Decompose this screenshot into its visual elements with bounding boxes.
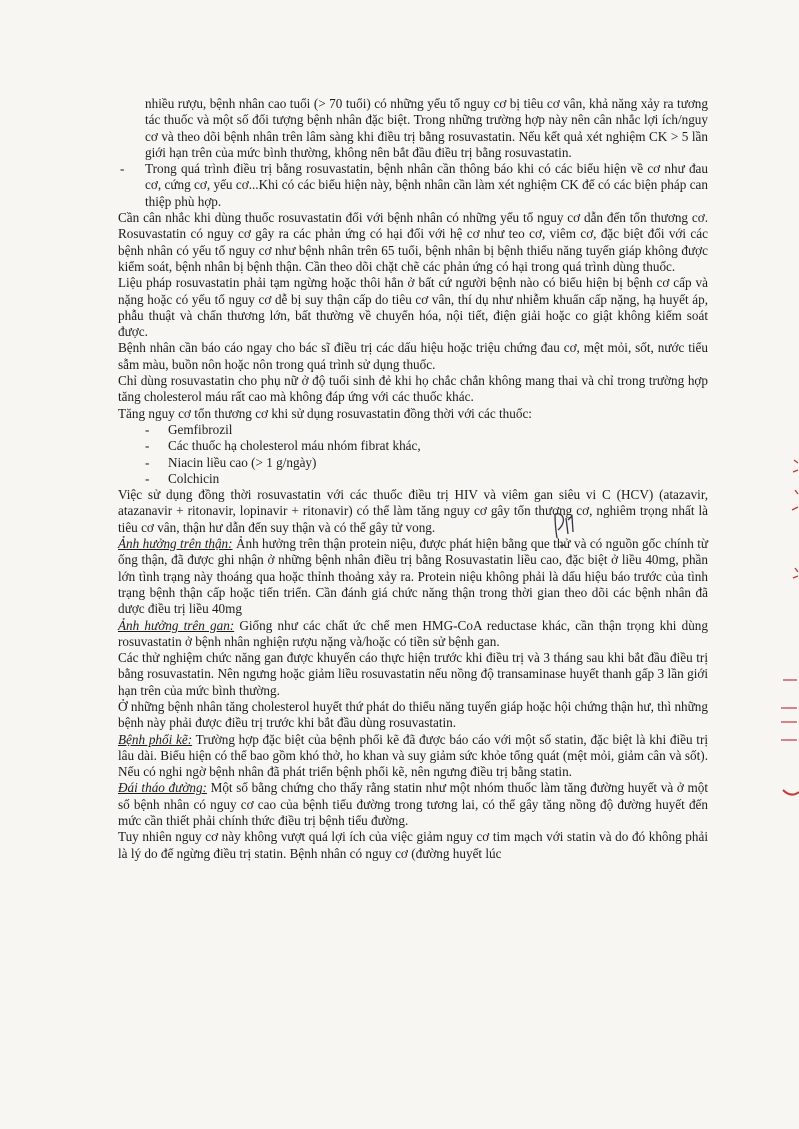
list-item [118,438,708,454]
paragraph [118,210,708,275]
paragraph [118,275,708,340]
paragraph-text: Ảnh hưởng trên thận protein niệu, được phát hiện bằng que thử và có nguồn gốc chính từ ống thận, đã được ghi nhận ở những bệnh nhân điều trị bằng Rosuvastatin liều cao, đặc biệt ở liều 40mg, phần lớn tình trạng này thoáng qua hoặc thỉnh thoảng xảy ra. Protein niệu không phải là dấu hiệu báo trước của tình trạng bệnh thận cấp hoặc tiến triển. Cần đánh giá chức năng thận trong thời gian theo dõi các bệnh nhân đã dược điều trị liều 40mg [118,536,708,617]
list-marker: - [145,470,150,486]
list-item [118,422,708,438]
paragraph-text: Bệnh nhân cần báo cáo ngay cho bác sĩ điều trị các dấu hiệu hoặc triệu chứng đau cơ, mệt mỏi, sốt, nước tiểu sẫm màu, buồn nôn hoặc nôn trong quá trình sử dụng thuốc. [118,340,708,372]
bullet-paragraph [118,161,708,210]
paragraph-text: Tuy nhiên nguy cơ này không vượt quá lợi ích của việc giảm nguy cơ tim mạch với statin và do đó không phải là lý do để ngừng điều trị statin. Bệnh nhân có nguy cơ (đường huyết lúc [118,829,708,861]
paragraph [118,340,708,373]
paragraph-text: Việc sử dụng đồng thời rosuvastatin với các thuốc điều trị HIV và viêm gan siêu vi C (HCV) (atazavir, atazanavir + ritonavir, lopinavir + ritonavir) có thể làm tăng nguy cơ gây tổn thương cơ, nghiêm trọng nhất là tiêu cơ vân, thận hư dẫn đến suy thận và có thể gây tử vong. [118,487,708,535]
section-heading: Bệnh phổi kẽ: [118,731,193,747]
paragraph-text: Trong quá trình điều trị bằng rosuvastatin, bệnh nhân cần thông báo khi có các biểu hiện về cơ như đau cơ, cứng cơ, yếu cơ...Khi có các biểu hiện này, bệnh nhân cần làm xét nghiệm CK để có các biện pháp can thiệp phù hợp. [145,161,708,209]
section-heading: Đái tháo đường: [118,780,207,796]
paragraph [118,618,708,651]
section-heading: Ảnh hưởng trên thận: [118,536,233,552]
list-marker: - [145,421,150,437]
paragraph-text: Tăng nguy cơ tổn thương cơ khi sử dụng rosuvastatin đồng thời với các thuốc: [118,405,532,421]
paragraph [118,650,708,699]
list-marker: - [145,438,150,454]
paragraph [118,487,708,536]
section-heading: Ảnh hưởng trên gan: [118,617,235,633]
paragraph [118,373,708,406]
paragraph [118,780,708,829]
paragraph-text: Các thử nghiệm chức năng gan được khuyến cáo thực hiện trước khi điều trị và 3 tháng sau khi bắt đầu điều trị bằng rosuvastatin. Nên ngưng hoặc giảm liều rosuvastatin nếu nồng độ transaminase huyết thanh gấp 3 lần giới hạn trên của mức bình thường. [118,650,708,698]
handwritten-initials [552,508,578,548]
list-item-text: Colchicin [168,470,220,486]
paragraph-text: Trường hợp đặc biệt của bệnh phổi kẽ đã được báo cáo với một số statin, đặc biệt là khi điều trị lâu dài. Biểu hiện có thể bao gồm khó thở, ho khan và suy giảm sức khỏe tổng quát (mệt mỏi, giảm cân và sốt). Nếu có nghi ngờ bệnh nhân đã phát triển bệnh phổi kẽ, nên ngưng điều trị bằng statin. [118,731,709,780]
paragraph-text: Giống như các chất ức chế men HMG-CoA reductase khác, cần thận trọng khi dùng rosuvastatin ở bệnh nhân nghiện rượu nặng và/hoặc có tiền sử bệnh gan. [118,617,708,649]
paragraph [118,732,708,781]
paragraph [118,96,708,161]
paragraph [118,829,708,862]
paragraph-text: Ở những bệnh nhân tăng cholesterol huyết thứ phát do thiểu năng tuyến giáp hoặc hội chứng thận hư, thì những bệnh này phải được điều trị trước khi bắt đầu dùng rosuvastatin. [118,698,708,731]
document-page [118,96,708,862]
list-item-text: Gemfibrozil [168,421,233,437]
paragraph-text: Cần cân nhắc khi dùng thuốc rosuvastatin đối với bệnh nhân có những yếu tố nguy cơ dẫn đến tổn thương cơ. Rosuvastatin có nguy cơ gây ra các phản ứng có hại đối với hệ cơ như teo cơ, viêm cơ, đặc biệt đối với các bệnh nhân có yếu tố nguy cơ như bệnh nhân trên 65 tuổi, bệnh nhân bị bệnh thiểu năng tuyến giáp không được kiểm soát, bệnh nhân bị bệnh thận. Cần theo dõi chặt chẽ các phản ứng có hại trong quá trình dùng thuốc. [118,210,708,274]
dash-list [118,422,708,487]
list-item [118,455,708,471]
paragraph-text: Chỉ dùng rosuvastatin cho phụ nữ ở độ tuổi sinh đẻ khi họ chắc chắn không mang thai và chỉ trong trường hợp tăng cholesterol máu rất cao mà không đáp ứng với các thuốc khác. [118,373,708,405]
list-item-text: Niacin liều cao (> 1 g/ngày) [168,454,317,470]
paragraph-text: Một số bằng chứng cho thấy rằng statin như một nhóm thuốc làm tăng đường huyết và ở một số bệnh nhân có nguy cơ cao của bệnh tiểu đường trong tương lai, có thể gây tăng nồng độ đường huyết đến mức cần thiết phải chính thức điều trị bệnh tiểu đường. [118,780,708,829]
paragraph-text: nhiều rượu, bệnh nhân cao tuổi (> 70 tuổi) có những yếu tố nguy cơ bị tiêu cơ vân, khả năng xảy ra tương tác thuốc và một số đối tượng bệnh nhân đặc biệt. Trong những trường hợp này nên cân nhắc lợi ích/nguy cơ và theo dõi bệnh nhân trên lâm sàng khi điều trị bằng rosuvastatin. Nếu kết quả xét nghiệm CK > 5 lần giới hạn trên của mức bình thường, không nên bắt đầu điều trị bằng rosuvastatin. [145,96,708,160]
list-item [118,471,708,487]
list-item-text: Các thuốc hạ cholesterol máu nhóm fibrat khác, [168,438,421,454]
stamp-fragment [777,450,799,810]
paragraph [118,699,708,732]
list-marker: - [145,454,150,470]
paragraph [118,536,708,617]
paragraph [118,406,708,422]
bullet-marker: - [120,161,125,177]
paragraph-text: Liệu pháp rosuvastatin phải tạm ngừng hoặc thôi hẳn ở bất cứ người bệnh nào có biểu hiện bị bệnh cơ cấp và nặng hoặc có yếu tố nguy cơ dễ bị suy thận cấp do tiêu cơ vân, thí dụ như nhiễm khuẩn cấp nặng, hạ huyết áp, phẫu thuật và chấn thương lớn, bất thường về chuyển hóa, nội tiết, điện giải hoặc co giật không kiểm soát được. [118,275,708,340]
